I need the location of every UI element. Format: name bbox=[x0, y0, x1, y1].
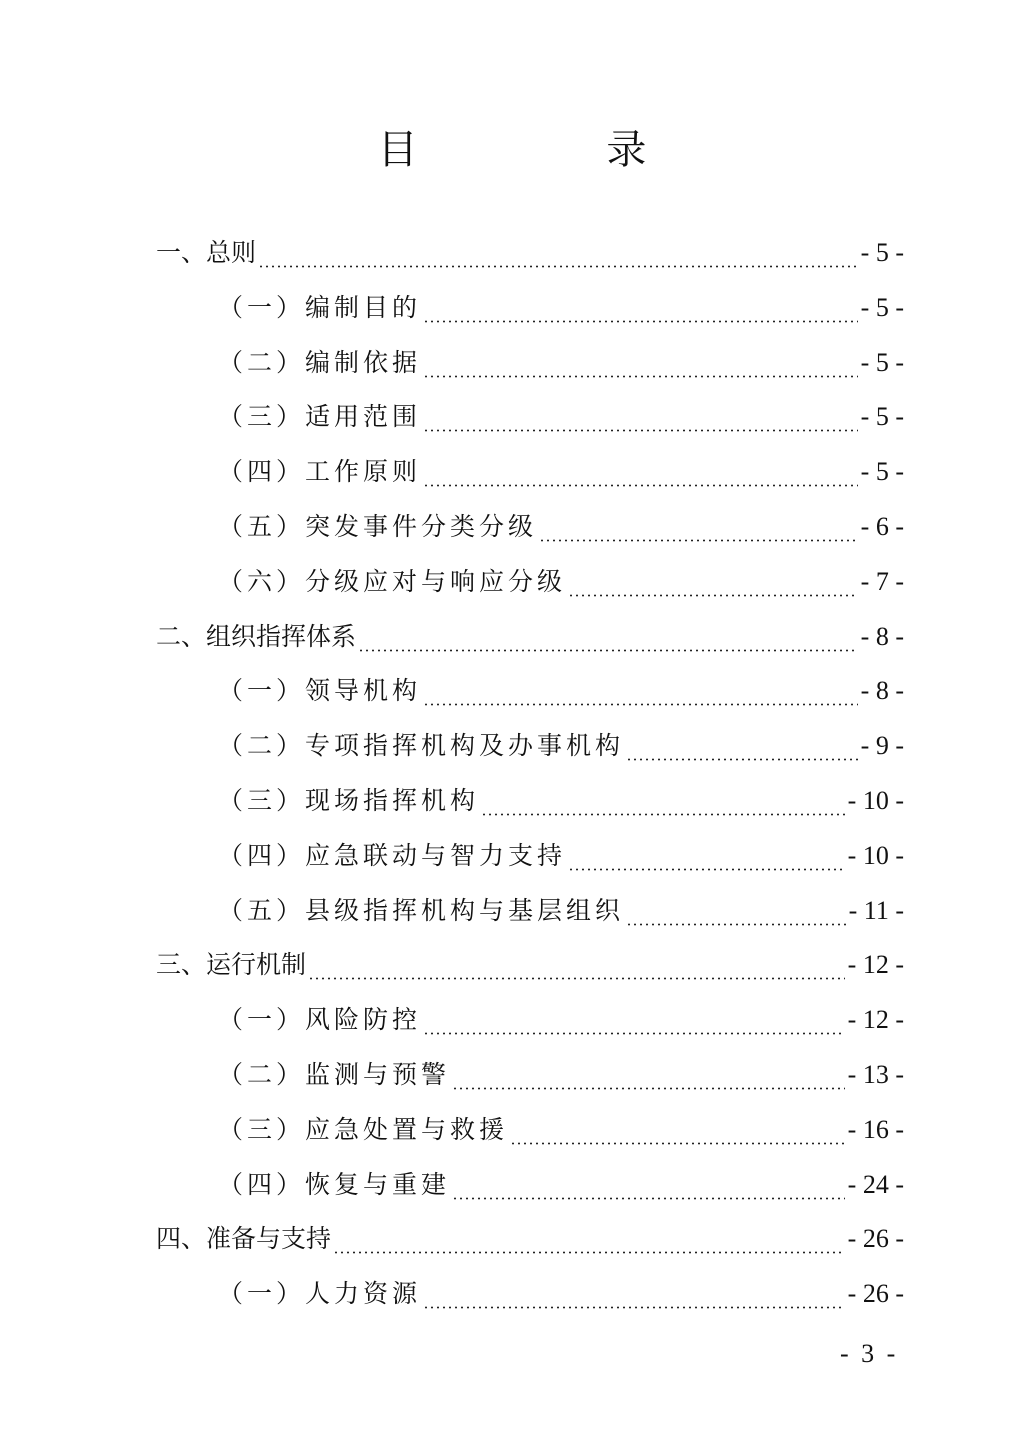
toc-dot-leader bbox=[423, 375, 858, 378]
toc-section-entry[interactable] bbox=[156, 281, 904, 336]
toc-entry-label: （一）编制目的 bbox=[218, 292, 422, 322]
toc-chapter-entry[interactable] bbox=[156, 938, 904, 993]
toc-entry-page: - 8 - bbox=[860, 621, 904, 651]
toc-entry-page: - 12 - bbox=[847, 950, 904, 980]
toc-entry-label: （五）突发事件分类分级 bbox=[218, 511, 538, 541]
toc-section-entry[interactable] bbox=[156, 664, 904, 719]
toc-entry-label: （一）领导机构 bbox=[218, 676, 422, 706]
toc-entry-page: - 10 - bbox=[847, 840, 904, 870]
toc-entry-label: （六）分级应对与响应分级 bbox=[218, 566, 567, 596]
toc-dot-leader bbox=[626, 923, 846, 926]
toc-dot-leader bbox=[333, 1251, 845, 1254]
toc-entry-page: - 7 - bbox=[860, 566, 904, 596]
toc-entry-page: - 5 - bbox=[860, 292, 904, 322]
toc-chapter-entry[interactable] bbox=[156, 1212, 904, 1267]
toc-entry-page: - 26 - bbox=[847, 1279, 904, 1309]
toc-entry-label: （三）应急处置与救援 bbox=[218, 1114, 509, 1144]
toc-entry-label: 二、组织指挥体系 bbox=[156, 621, 357, 651]
toc-dot-leader bbox=[423, 320, 858, 323]
toc-section-entry[interactable] bbox=[156, 1158, 904, 1213]
toc-chapter-entry[interactable] bbox=[156, 226, 904, 281]
toc-entry-label: （五）县级指挥机构与基层组织 bbox=[218, 895, 625, 925]
toc-entry-page: - 6 - bbox=[860, 511, 904, 541]
toc-entry-label: 四、准备与支持 bbox=[156, 1224, 332, 1254]
toc-section-entry[interactable] bbox=[156, 555, 904, 610]
toc-entry-label: （二）监测与预警 bbox=[218, 1059, 451, 1089]
toc-entry-label: （四）工作原则 bbox=[218, 457, 422, 487]
toc-dot-leader bbox=[626, 758, 858, 761]
toc-dot-leader bbox=[452, 1087, 845, 1090]
toc-entry-page: - 10 - bbox=[847, 785, 904, 815]
toc-chapter-entry[interactable] bbox=[156, 610, 904, 665]
toc-section-entry[interactable] bbox=[156, 1103, 904, 1158]
toc-entry-label: 三、运行机制 bbox=[156, 950, 307, 980]
page-title: 目 录 bbox=[377, 127, 735, 173]
toc-dot-leader bbox=[308, 977, 845, 980]
toc-section-entry[interactable] bbox=[156, 500, 904, 555]
toc-section-entry[interactable] bbox=[156, 993, 904, 1048]
toc-dot-leader bbox=[539, 539, 858, 542]
toc-entry-label: （四）恢复与重建 bbox=[218, 1169, 451, 1199]
toc-dot-leader bbox=[358, 649, 858, 652]
toc-entry-label: 一、总则 bbox=[156, 238, 257, 267]
toc-section-entry[interactable] bbox=[156, 829, 904, 884]
toc-dot-leader bbox=[423, 429, 858, 432]
toc-section-entry[interactable] bbox=[156, 336, 904, 391]
toc-entry-label: （二）专项指挥机构及办事机构 bbox=[218, 731, 625, 761]
toc-section-entry[interactable] bbox=[156, 884, 904, 939]
toc-entry-page: - 16 - bbox=[847, 1114, 904, 1144]
toc-entry-label: （三）现场指挥机构 bbox=[218, 785, 480, 815]
toc-entry-page: - 9 - bbox=[860, 731, 904, 761]
toc-entry-page: - 5 - bbox=[860, 457, 904, 487]
toc-entry-label: （一）风险防控 bbox=[218, 1005, 422, 1035]
toc-entry-page: - 8 - bbox=[860, 676, 904, 706]
toc-dot-leader bbox=[423, 1306, 845, 1309]
toc-dot-leader bbox=[423, 484, 858, 487]
toc-entry-page: - 26 - bbox=[847, 1224, 904, 1254]
toc-entry-page: - 5 - bbox=[860, 238, 904, 267]
toc-entry-page: - 11 - bbox=[848, 895, 904, 925]
toc-dot-leader bbox=[258, 265, 858, 268]
toc-entry-label: （一）人力资源 bbox=[218, 1279, 422, 1309]
toc-entry-page: - 5 - bbox=[860, 347, 904, 377]
toc-dot-leader bbox=[510, 1142, 845, 1145]
toc-section-entry[interactable] bbox=[156, 1267, 904, 1322]
toc-section-entry[interactable] bbox=[156, 774, 904, 829]
toc-entry-label: （三）适用范围 bbox=[218, 402, 422, 432]
toc-dot-leader bbox=[423, 703, 858, 706]
toc-entry-page: - 5 - bbox=[860, 402, 904, 432]
toc-entry-page: - 13 - bbox=[847, 1059, 904, 1089]
toc-dot-leader bbox=[452, 1197, 845, 1200]
toc-entry-page: - 24 - bbox=[847, 1169, 904, 1199]
toc-entry-label: （四）应急联动与智力支持 bbox=[218, 840, 567, 870]
toc-dot-leader bbox=[481, 813, 845, 816]
page-number: - 3 - bbox=[840, 1339, 896, 1368]
toc-section-entry[interactable] bbox=[156, 1048, 904, 1103]
toc-entry-label: （二）编制依据 bbox=[218, 347, 422, 377]
toc-entry-page: - 12 - bbox=[847, 1005, 904, 1035]
toc-section-entry[interactable] bbox=[156, 445, 904, 500]
table-of-contents bbox=[156, 226, 904, 1322]
toc-section-entry[interactable] bbox=[156, 719, 904, 774]
toc-dot-leader bbox=[568, 594, 858, 597]
toc-dot-leader bbox=[568, 868, 845, 871]
toc-dot-leader bbox=[423, 1032, 845, 1035]
toc-section-entry[interactable] bbox=[156, 390, 904, 445]
